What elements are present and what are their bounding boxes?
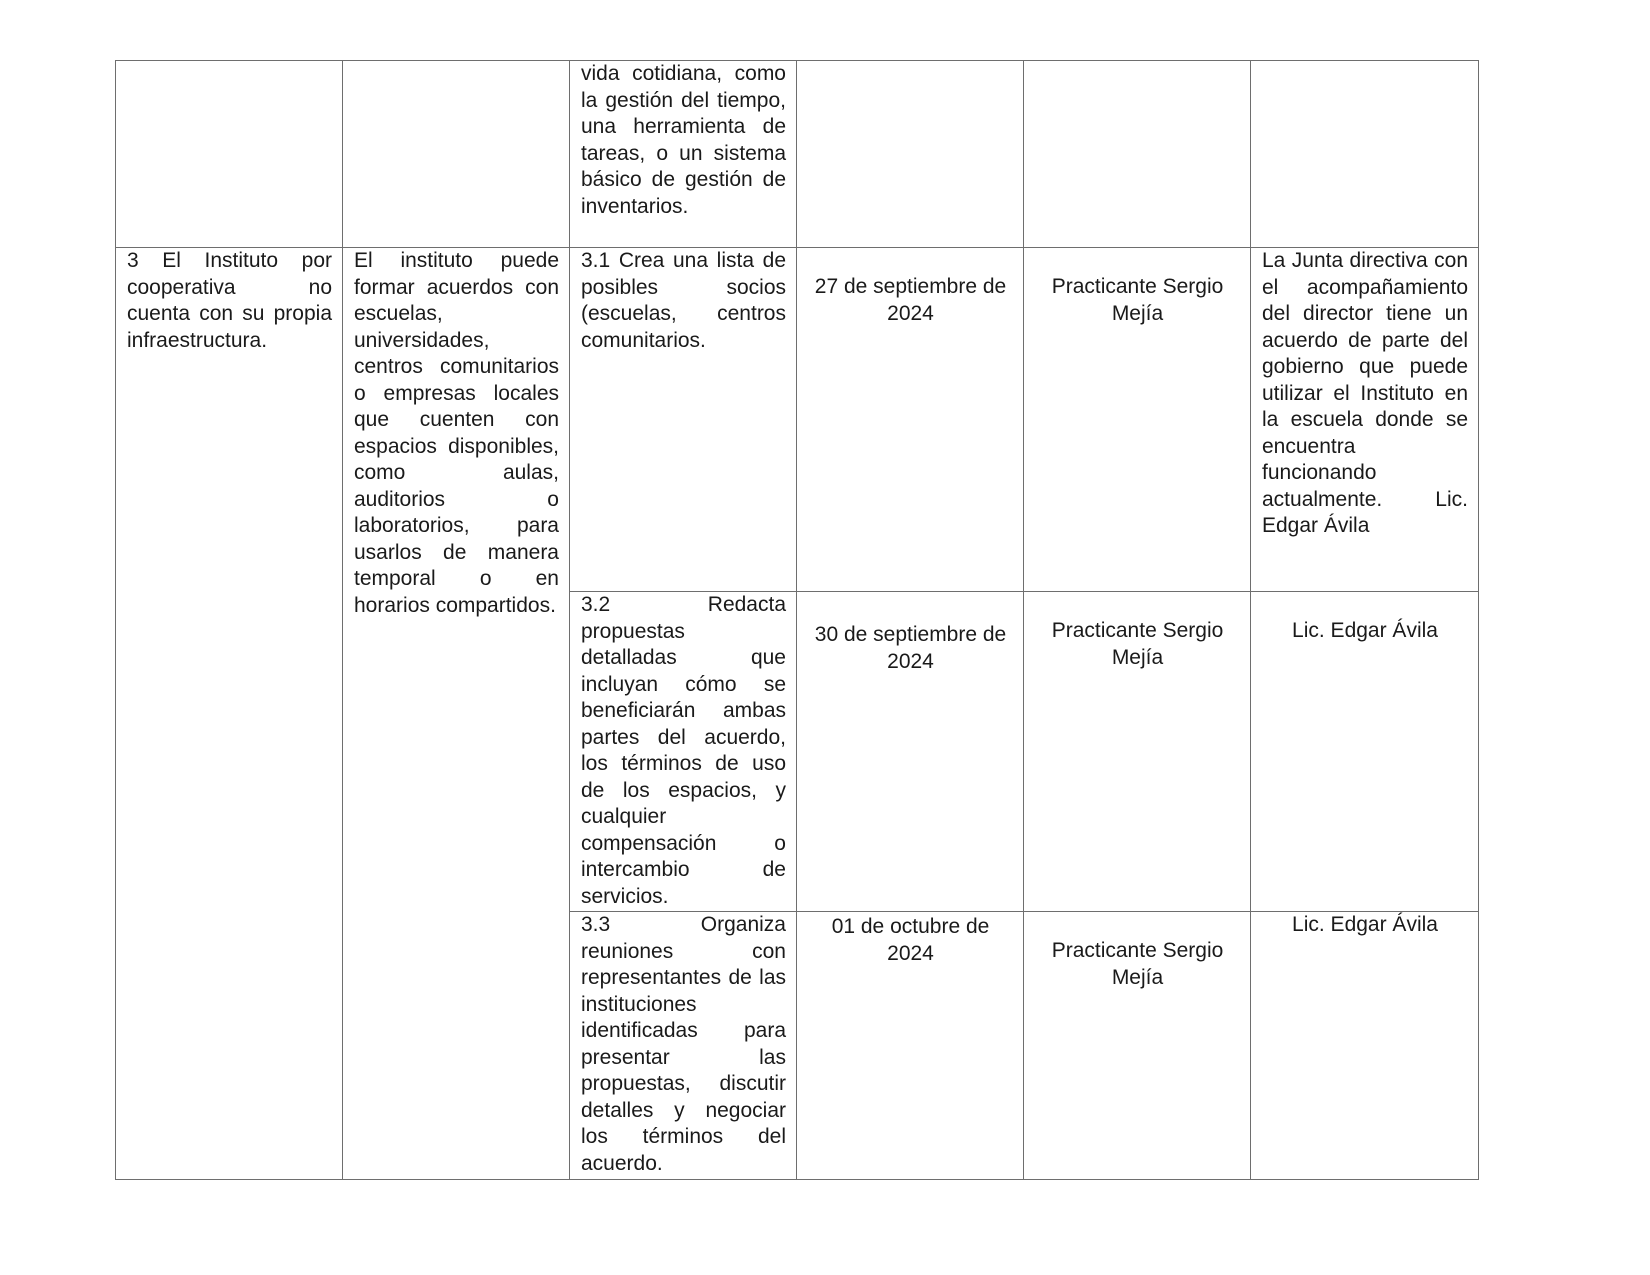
activity-cell: 3.2 Redacta propuestas detalladas que incluyan cómo se beneficiarán ambas partes del acuerdo, los términos de uso de los espacios, y cualquier compensación o intercambio de servicios. [570,592,797,912]
responsible-cell-empty [1024,61,1251,248]
verification-cell: Lic. Edgar Ávila [1251,592,1479,912]
responsible-cell: Practicante Sergio Mejía [1024,248,1251,592]
responsible-cell: Practicante Sergio Mejía [1024,592,1251,912]
continuation-row [116,61,1479,248]
verification-cell: La Junta directiva con el acompañamiento del director tiene un acuerdo de parte del gobierno que puede utilizar el Instituto en la escuela donde se encuentra funcionando actualmente. Lic. Edgar Ávila [1251,248,1479,592]
problem-cell-empty [116,61,343,248]
responsible-cell: Practicante Sergio Mejía [1024,912,1251,1180]
date-cell: 01 de octubre de 2024 [797,912,1024,1180]
verification-cell-empty [1251,61,1479,248]
planning-table [115,60,1479,1180]
activity-cell: 3.3 Organiza reuniones con representantes de las instituciones identificadas para presentar las propuestas, discutir detalles y negociar los términos del acuerdo. [570,912,797,1180]
date-cell: 30 de septiembre de 2024 [797,592,1024,912]
verification-cell: Lic. Edgar Ávila [1251,912,1479,1180]
date-cell: 27 de septiembre de 2024 [797,248,1024,592]
date-cell-empty [797,61,1024,248]
activity-cell: 3.1 Crea una lista de posibles socios (escuelas, centros comunitarios. [570,248,797,592]
table-row [116,248,1479,592]
solution-cell: El instituto puede formar acuerdos con escuelas, universidades, centros comunitarios o empresas locales que cuenten con espacios disponibles, como aulas, auditorios o laboratorios, para usarlos de manera temporal o en horarios compartidos. [343,248,570,1180]
solution-cell-empty [343,61,570,248]
activity-cell-continuation: vida cotidiana, como la gestión del tiempo, una herramienta de tareas, o un sistema básico de gestión de inventarios. [570,61,797,248]
problem-cell: 3 El Instituto por cooperativa no cuenta con su propia infraestructura. [116,248,343,1180]
